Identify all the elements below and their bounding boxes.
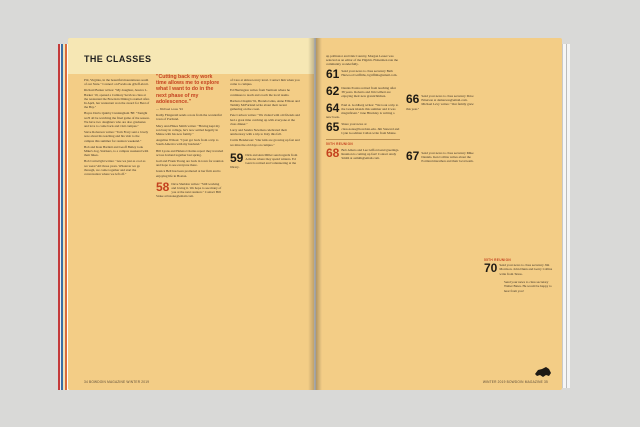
- class-note-paragraph: Send your news to class secretary Walter Bates. He would be happy to hear from you!: [504, 280, 552, 293]
- right-column-1: [326, 54, 400, 165]
- right-column-2: [406, 94, 478, 168]
- class-note-text: Send your news to class secretary Dave Emerson at demerson@email.com. Michael Levy writes: "Our family grew this year.": [406, 94, 474, 111]
- class-note-paragraph: Pitt, Virginia, in the beautiful mountainous south of our State." Connect on Facebook @Jeff.alcott.: [84, 78, 149, 87]
- class-note-text: Dennis Poulos retired from teaching after 38 years. Roberta and Jim Gilbert are enjoying their new grandchildren.: [341, 85, 397, 99]
- class-note-paragraph: Mary Ann Hines Smith writes: "Having kept my son busy in college, he's now settled happily in Maine with his new family.": [156, 123, 220, 137]
- class-note-paragraph: Bill Lyons and Helena Charles report they traveled across Iceland together last spring.: [156, 148, 224, 157]
- right-page: [316, 38, 562, 390]
- class-note-paragraph: Larry and Sandra Newman celebrated their anniversary with a trip to Italy this fall.: [230, 128, 287, 137]
- pull-quote-credit: — Michael Lowe '94: [156, 107, 183, 112]
- class-year-number: 64: [326, 100, 340, 115]
- class-note-text: Send your news to class secretary Mike Daniels. Ken Collins writes about the Portland marathon and their local team.: [421, 150, 474, 164]
- right-column-3: [484, 78, 554, 295]
- left-column-2: [156, 74, 224, 202]
- class-note-text: Dave Sheldon writes: "Still working and loving it. We hope to see many of you at the next reunion." Contact Bill Stoke at bstoke@email.com.: [156, 181, 222, 199]
- class-note-text: Paul A. Goldberg writes: "We took a trip to the Greek islands this summer and it was magnificent." Jane Hinckley is writing a new book.: [326, 102, 399, 120]
- class-year-number: 70: [484, 261, 498, 276]
- reunion-tag: 55TH REUNION: [484, 258, 511, 262]
- page-folio-left: 34 BOWDOIN MAGAZINE WINTER 2019: [84, 380, 150, 384]
- class-note-text: Send your news to class secretary Jim Morrison. John Dunn and Gerry Collins write from Texas.: [499, 263, 553, 276]
- class-note-text: Share your news at class.notes@bowdoin.edu. Jim Steward and Lynn Goodman Callan write from Maine.: [341, 122, 400, 135]
- magazine-spread: [54, 38, 576, 390]
- class-note-text: Send your news to class secretary Beth Harwood Griffiths, bgriffiths@email.com.: [341, 68, 398, 77]
- polar-bear-emblem-icon: [534, 364, 552, 378]
- class-note-paragraph: Kathy Fitzgerald sends a note from the wonderful town of Portland.: [156, 113, 222, 122]
- class-note-66: [406, 94, 478, 111]
- left-column-3: [230, 78, 300, 173]
- class-note-paragraph: Barbara Chaplin '91, Brenda Giles, Anne Ellison and Tammy McFarland write about their recent gathering on the coast.: [230, 98, 300, 112]
- class-note-paragraph: Bob and Kate Bartlett and Geoff Bailey took Mike's dog, Snickers, to a campus weekend with their bikes.: [84, 144, 149, 158]
- class-note-paragraph: Jessica Bell has been promoted at her firm and is enjoying life in Boston.: [156, 169, 221, 178]
- reunion-tag: 50TH REUNION: [326, 142, 353, 147]
- class-note-61: [326, 66, 400, 83]
- class-year-number: 67: [406, 148, 420, 163]
- class-note-65: [326, 122, 400, 136]
- class-note-59: [230, 150, 300, 170]
- class-note-paragraph: Richard Barker writes: "My daughter, Jessica L. Barker '19, opened a Culinary Services class at the restaurant the Bowdoin Dining is named after. In April, her restaurant won the award for Best of the Bay.": [84, 88, 150, 110]
- class-note-paragraph: Steve Roberson writes: "Tom Frary sent a lovely note about his teaching and his visit to the campus this summer for reunion weekend.": [84, 130, 149, 143]
- page-folio-right: WINTER 2019 BOWDOIN MAGAZINE 35: [482, 380, 548, 384]
- class-note-62: [326, 83, 400, 100]
- class-note-paragraph: up pollinator and Oak Country, Morgan Lesser was selected as an editor of the Pilgrim. Fishermen rate the community wonderfully.: [326, 54, 398, 67]
- class-year-number: 62: [326, 83, 340, 98]
- class-note-67: [406, 148, 478, 165]
- class-year-number: 59: [230, 150, 244, 165]
- class-note-58: [156, 179, 224, 199]
- class-note-68: [326, 145, 400, 162]
- class-note-paragraph: Bob Cartwright writes: "Are we just as cool as we were? All those years. Whatever we go through, we come together and start the conversation where we left off.": [84, 159, 146, 177]
- class-year-number: 65: [326, 120, 340, 135]
- class-note-text: Bob Amato and Lee Gifford send greetings. Reunion is coming up fast! Contact Andy Smith at asmith@email.com.: [341, 147, 400, 161]
- class-note-paragraph: Curtis Henderson: "Our kids are growing up fast and we miss the old days on campus.": [230, 138, 300, 147]
- class-note-64: [326, 100, 400, 120]
- pull-quote: "Cutting back my work time allows me to explore what I want to do in the next phase of my adolescence.": [156, 74, 220, 105]
- divider: [326, 139, 400, 140]
- class-year-number: 61: [326, 66, 340, 81]
- left-column-1: [84, 78, 150, 178]
- class-year-number: 66: [406, 92, 420, 106]
- section-title: THE CLASSES: [84, 54, 152, 64]
- class-note-text: Dick and Ann Miller send regards from Arizona where they spend winters. Ed Gerst is retired and volunteering at the library.: [230, 152, 298, 170]
- class-note-paragraph: Angelina Wilson: "I just got back from a trip to South America with my husband.": [156, 138, 219, 147]
- class-year-number: 68: [326, 145, 340, 160]
- class-note-paragraph: Pete Carlson writes: "We visited with old friends and had a great time catching up with everyone at the class dinner.": [230, 113, 300, 126]
- class-note-paragraph: of Care at almost every level. Contact him when you come to campus.: [230, 78, 300, 87]
- class-year-number: 58: [156, 179, 170, 194]
- left-page: [68, 38, 314, 390]
- class-note-paragraph: Ed Harrington writes from Vermont where he continues to teach and coach the local teams.: [230, 88, 290, 97]
- class-note-paragraph: Gail and Frank Young are back in town for reunion and hope to see everyone there.: [156, 159, 224, 168]
- class-note-paragraph: Hayes Davis Quinby Cunningham '88: "Tonight we'll all be watching the final game of the season. We have two daughters who are also graduates and love to come back and visit campus.": [84, 111, 150, 129]
- class-note-70: [484, 263, 554, 277]
